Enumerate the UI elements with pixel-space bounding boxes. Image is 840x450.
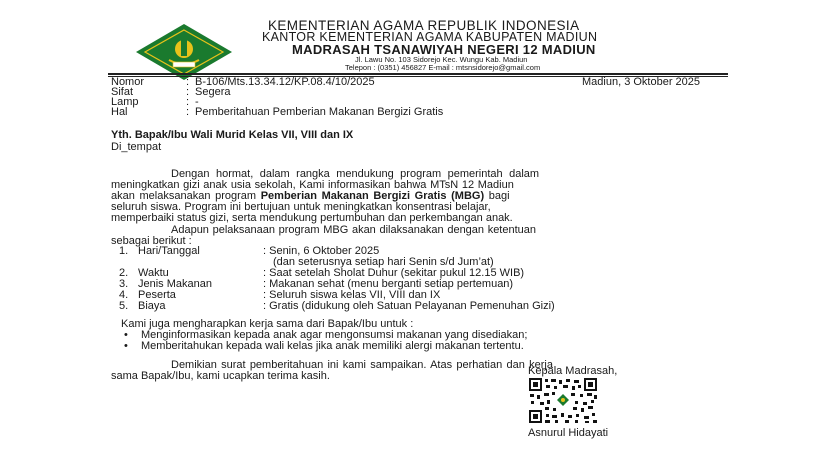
qr-code-icon [528, 377, 598, 424]
detail-value: : Seluruh siswa kelas VII, VIII dan IX [263, 289, 441, 301]
letterhead-contact: Telepon : (0351) 456827 E-mail : mtsnsidorejo@gmail.com [345, 63, 541, 72]
hal-colon: : [186, 106, 190, 118]
bullet-icon: • [124, 329, 128, 341]
place-date: Madiun, 3 Oktober 2025 [582, 76, 701, 88]
detail-label: Peserta [138, 289, 176, 301]
lamp-label: Lamp [111, 96, 139, 108]
detail-sub: (dan seterusnya setiap hari Senin s/d Jum’at) [273, 256, 494, 268]
hope-intro: Kami juga mengharapkan kerja sama dari Bapak/Ibu untuk : [121, 318, 414, 330]
hope-item: Memberitahukan kepada wali kelas jika anak memiliki alergi makanan tertentu. [141, 340, 524, 352]
p1-line4: seluruh siswa. Program ini bertujuan untuk meningkatkan konsentrasi belajar, [111, 201, 491, 213]
letterhead-office: KANTOR KEMENTERIAN AGAMA KABUPATEN MADIUN [262, 30, 598, 44]
p2-line1: Adapun pelaksanaan program MBG akan dilaksanakan dengan ketentuan [171, 224, 537, 236]
detail-label: Jenis Makanan [138, 278, 212, 290]
sifat-colon: : [186, 86, 190, 98]
closing-line2: sama Bapak/Ibu, kami ucapkan terima kasih. [111, 370, 330, 382]
bullet-icon: • [124, 340, 128, 352]
detail-value: : Makanan sehat (menu berganti setiap pertemuan) [263, 278, 514, 290]
recipient-line: Yth. Bapak/Ibu Wali Murid Kelas VII, VIII dan IX [111, 129, 354, 141]
nomor-colon: : [186, 76, 190, 88]
detail-value: : Saat setelah Sholat Duhur (sekitar pukul 12.15 WIB) [263, 267, 525, 279]
p1-line2: meningkatkan gizi anak usia sekolah, Kami informasikan bahwa MTsN 12 Madiun [111, 179, 514, 191]
signature-title: Kepala Madrasah, [528, 365, 618, 377]
p1-line3-a: akan melaksanakan program [111, 190, 261, 202]
nomor-value: B-106/Mts.13.34.12/KP.08.4/10/2025 [195, 76, 375, 88]
letterhead-rule-thick [108, 73, 728, 75]
nomor-label: Nomor [111, 76, 145, 88]
p1-line5: memperbaiki status gizi, serta mendukung pertumbuhan dan perkembangan anak. [111, 212, 513, 224]
detail-label: Hari/Tanggal [138, 245, 200, 257]
hal-label: Hal [111, 106, 128, 118]
lamp-value: - [195, 96, 199, 108]
detail-num: 4. [119, 289, 129, 301]
program-name: Pemberian Makanan Bergizi Gratis (MBG) [260, 190, 485, 202]
lamp-colon: : [186, 96, 190, 108]
recipient-place: Di_tempat [111, 141, 162, 153]
hal-value: Pemberitahuan Pemberian Makanan Bergizi Gratis [195, 106, 444, 118]
p2-line2: sebagai berikut : [111, 235, 192, 247]
letterhead-address: Jl. Lawu No. 103 Sidorejo Kec. Wungu Kab. Madiun [355, 55, 528, 64]
detail-label: Waktu [138, 267, 169, 279]
detail-label: Biaya [138, 300, 166, 312]
closing-line1: Demikian surat pemberitahuan ini kami sampaikan. Atas perhatian dan kerja [171, 359, 553, 371]
sifat-label: Sifat [111, 86, 134, 98]
detail-value: : Gratis (didukung oleh Satuan Pelayanan Pemenuhan Gizi) [263, 300, 555, 312]
p1-line3-b: bagi [484, 190, 510, 202]
detail-num: 2. [119, 267, 129, 279]
detail-num: 1. [119, 245, 129, 257]
p1-line1: Dengan hormat, dalam rangka mendukung program pemerintah dalam [171, 168, 540, 180]
letterhead-ministry: KEMENTERIAN AGAMA REPUBLIK INDONESIA [268, 18, 580, 33]
sifat-value: Segera [195, 86, 231, 98]
detail-value: : Senin, 6 Oktober 2025 [263, 245, 380, 257]
letterhead-school: MADRASAH TSANAWIYAH NEGERI 12 MADIUN [292, 42, 596, 57]
detail-num: 3. [119, 278, 129, 290]
detail-num: 5. [119, 300, 129, 312]
signatory-name: Asnurul Hidayati [528, 427, 609, 439]
hope-item: Menginformasikan kepada anak agar mengonsumsi makanan yang disediakan; [141, 329, 528, 341]
